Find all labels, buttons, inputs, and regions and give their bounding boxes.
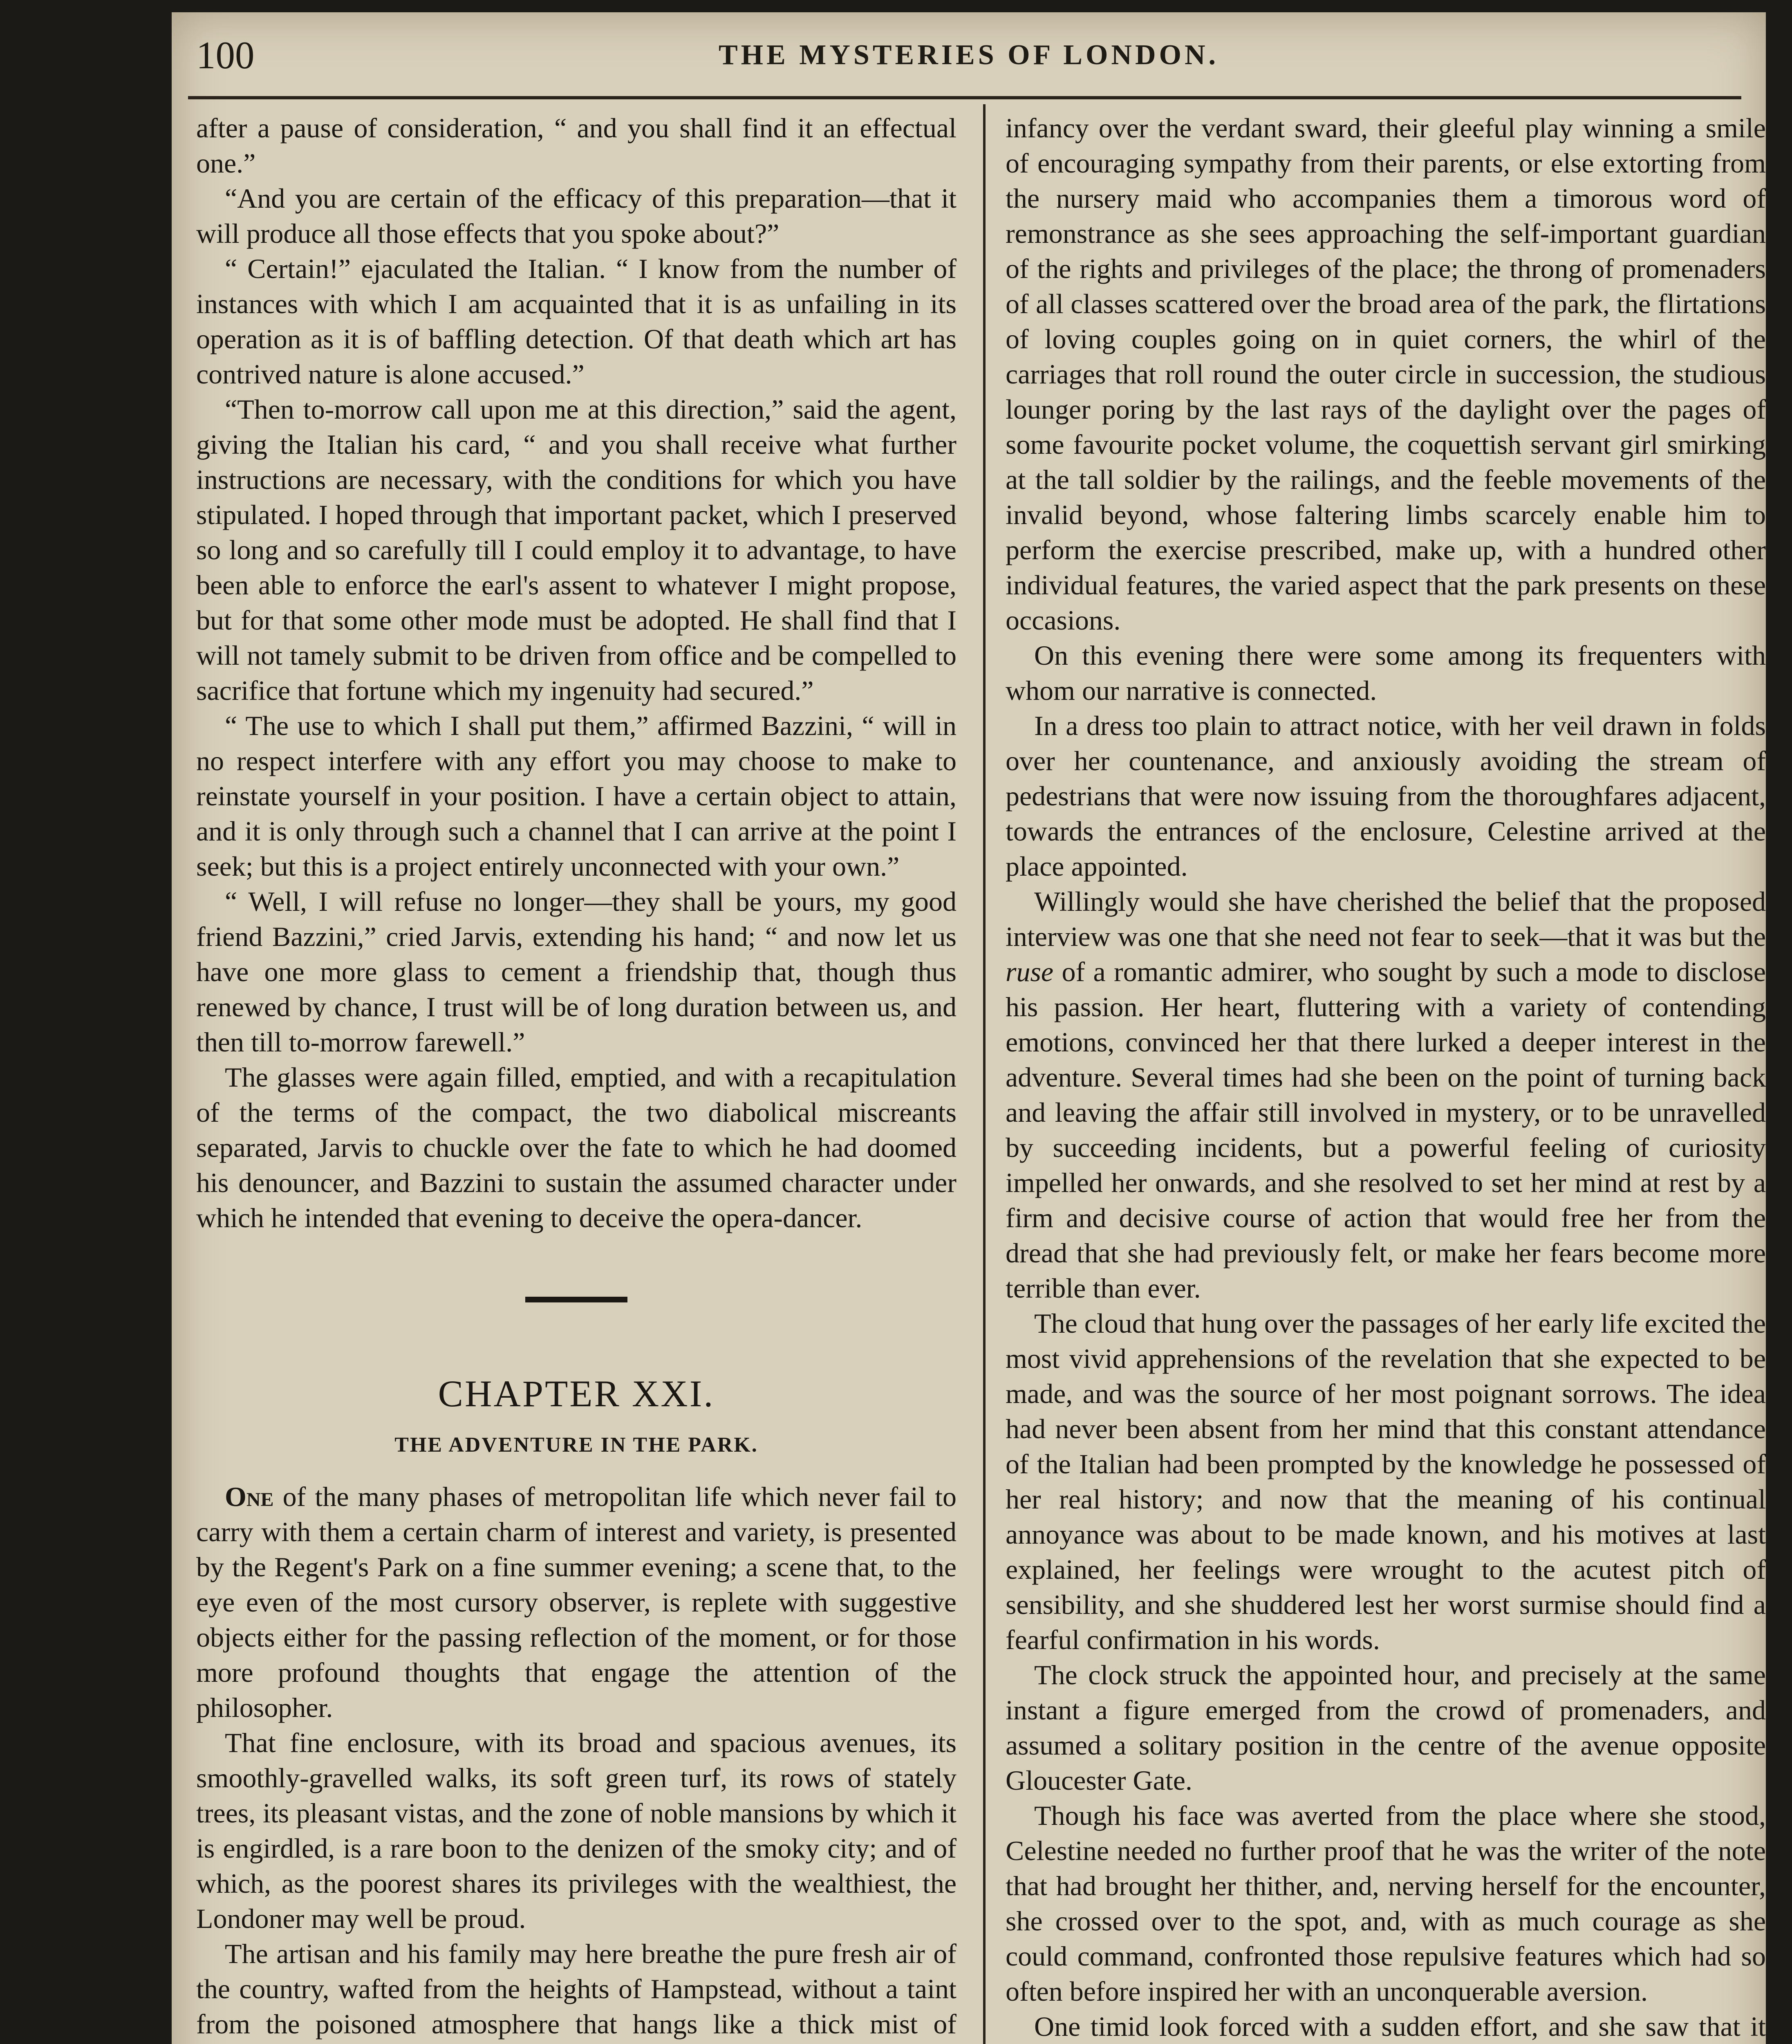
- chapter-ornament-rule: [525, 1297, 627, 1302]
- page-number: 100: [196, 34, 255, 77]
- right-column: [1006, 110, 1766, 2044]
- opening-paragraph-text: of the many phases of metropolitan life which never fail to carry with them a certain charm of interest and variety, is presented by the Regent's Park on a fine summer evening; a scene that, to the eye even of the most cursory observer, is replete with suggestive objects either for the passing reflection of the moment, or for those more profound thoughts that engage the attention of the philosopher.: [196, 1481, 956, 1723]
- paragraph: [1006, 884, 1766, 1306]
- chapter-title: CHAPTER XXI.: [438, 1373, 715, 1414]
- paragraph: In a dress too plain to attract notice, with her veil drawn in folds over her countenance, and anxiously avoiding the stream of pedestrians that were now issuing from the thoroughfares adjacent, towards the entrances of the enclosure, Celestine arrived at the place appointed.: [1006, 710, 1766, 882]
- paragraph: “ The use to which I shall put them,” affirmed Bazzini, “ will in no respect interfere with any effort you may choose to make to reinstate yourself in your position. I have a certain object to attain, and it is only through such a channel that I can arrive at the point I seek; but this is a project entirely unconnected with your own.”: [196, 710, 956, 882]
- running-title: THE MYSTERIES OF LONDON.: [718, 39, 1219, 71]
- paragraph-text: of a romantic admirer, who sought by such a mode to disclose his passion. Her heart, fluttering with a variety of contending emotions, convinced her that there lurked a deeper interest in the adventure. Several times had she been on the point of turning back and leaving the affair still involved in mystery, or to be unravelled by succeeding incidents, but a powerful feeling of curiosity impelled her onwards, and she resolved to set her mind at rest by a firm and decisive course of action that would free her from the dread that she had previously felt, or make her fears become more terrible than ever.: [1006, 956, 1766, 1304]
- chapter-subtitle: THE ADVENTURE IN THE PARK.: [394, 1433, 758, 1457]
- paragraph: after a pause of consideration, “ and you shall find it an effectual one.”: [196, 112, 956, 179]
- paragraph: “ Well, I will refuse no longer—they shall be yours, my good friend Bazzini,” cried Jarvis, extending his hand; “ and now let us have one more glass to cement a friendship that, though thus renewed by chance, I trust will be of long duration between us, and then till to-morrow farewell.”: [196, 886, 956, 1058]
- book-page: [172, 12, 1766, 2044]
- paragraph: “And you are certain of the efficacy of this preparation—that it will produce all those effects that you spoke about?”: [196, 183, 956, 249]
- paragraph: Though his face was averted from the place where she stood, Celestine needed no further proof that he was the writer of the note that had brought her thither, and, nerving herself for the encounter, she crossed over to the spot, and, with as much courage as she could command, confronted those repulsive features which had so often before inspired her with an unconquerable aversion.: [1006, 1800, 1766, 2007]
- paragraph: The glasses were again filled, emptied, and with a recapitulation of the terms of the compact, the two diabolical miscreants separated, Jarvis to chuckle over the fate to which he had doomed his denouncer, and Bazzini to sustain the assumed character under which he intended that evening to deceive the opera-dancer.: [196, 1062, 956, 1233]
- paragraph: “ Certain!” ejaculated the Italian. “ I know from the number of instances with which I am acquainted that it is as unfailing in its operation as it is of baffling detection. Of that death which art has contrived nature is alone accused.”: [196, 253, 956, 390]
- page-header: [196, 29, 1741, 90]
- left-column: [196, 110, 956, 2044]
- paragraph: That fine enclosure, with its broad and spacious avenues, its smoothly-gravelled walks, its soft green turf, its rows of stately trees, its pleasant vistas, and the zone of noble mansions by which it is engirdled, is a rare boon to the denizen of the smoky city; and of which, as the poorest shares its privileges with the wealthiest, the Londoner may well be proud.: [196, 1727, 956, 1934]
- paragraph-text: Willingly would she have cherished the belief that the proposed interview was one that she need not fear to seek—that it was but the: [1006, 886, 1766, 952]
- opening-word: One: [225, 1481, 274, 1512]
- paragraph: infancy over the verdant sward, their gleeful play winning a smile of encouraging sympathy from their parents, or else extorting from the nursery maid who accompanies them a timorous word of remonstrance as she sees approaching the self-important guardian of the rights and privileges of the place; the throng of promenaders of all classes scattered over the broad area of the park, the flirtations of loving couples going on in quiet corners, the whirl of the carriages that roll round the outer circle in succession, the studious lounger poring by the last rays of the daylight over the pages of some favourite pocket volume, the coquettish servant girl smirking at the tall soldier by the railings, and the feeble movements of the invalid beyond, whose faltering limbs scarcely enable him to perform the exercise prescribed, make up, with a hundred other individual features, the varied aspect that the park presents on these occasions.: [1006, 112, 1766, 636]
- paragraph: The cloud that hung over the passages of her early life excited the most vivid apprehensions of the revelation that she expected to be made, and was the source of her most poignant sorrows. The idea had never been absent from her mind that this constant attendance of the Italian had been prompted by the knowledge he possessed of her real history; and now that the meaning of his continual annoyance was about to be made known, and his motives at last explained, her feelings were wrought to the acutest pitch of sensibility, and she shuddered lest her worst surmise should find a fearful confirmation in his words.: [1006, 1308, 1766, 1655]
- header-rule: [188, 96, 1741, 99]
- paragraph: “Then to-morrow call upon me at this direction,” said the agent, giving the Italian his card, “ and you shall receive what further instructions are necessary, with the conditions for which you have stipulated. I hoped through that important packet, which I preserved so long and so carefully till I could employ it to advantage, to have been able to enforce the earl's assent to whatever I might propose, but for that some other mode must be adopted. He shall find that I will not tamely submit to be driven from office and be compelled to sacrifice that fortune which my ingenuity had secured.”: [196, 394, 956, 706]
- column-divider: [983, 104, 986, 2044]
- paragraph: On this evening there were some among its frequenters with whom our narrative is connected.: [1006, 640, 1766, 706]
- paragraph: The clock struck the appointed hour, and precisely at the same instant a figure emerged from the crowd of promenaders, and assumed a solitary position in the centre of the avenue opposite Gloucester Gate.: [1006, 1659, 1766, 1796]
- chapter-opening-paragraph: [196, 1479, 956, 1725]
- paragraph: The artisan and his family may here breathe the pure fresh air of the country, wafted from the heights of Hampstead, without a taint from the poisoned atmosphere that hangs like a thick mist of: [196, 1938, 956, 2040]
- italic-word: ruse: [1006, 956, 1054, 987]
- paragraph: One timid look forced with a sudden effort, and she saw that it: [1034, 2011, 1766, 2042]
